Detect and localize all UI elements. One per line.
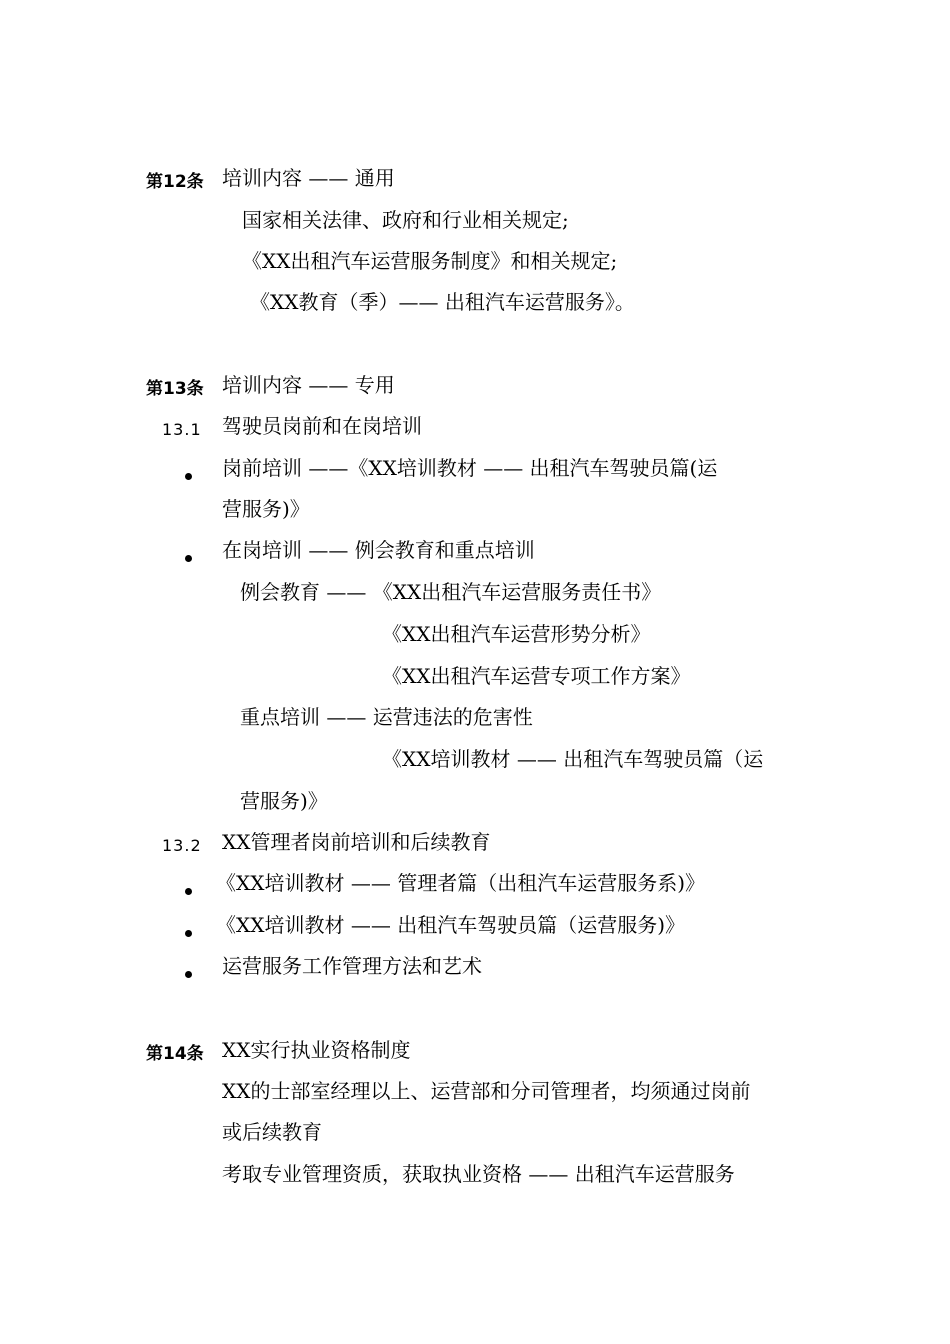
list-item: 《XX培训教材 —— 管理者篇（出租汽车运营服务系)》 xyxy=(216,871,705,895)
sub-item: 《XX出租汽车运营专项工作方案》 xyxy=(382,664,691,688)
section-13-2-title: XX管理者岗前培训和后续教育 xyxy=(222,830,491,854)
list-item: 运营服务工作管理方法和艺术 xyxy=(222,954,482,978)
bullet-icon xyxy=(185,930,192,937)
section-13-1-number: 13.1 xyxy=(162,420,202,439)
article-12-line: 国家相关法律、政府和行业相关规定; xyxy=(242,208,569,232)
bullet-icon xyxy=(185,971,192,978)
list-item: 《XX培训教材 —— 出租汽车驾驶员篇（运营服务)》 xyxy=(216,913,685,937)
bullet-icon xyxy=(185,473,192,480)
bullet-icon xyxy=(185,555,192,562)
bullet-icon xyxy=(185,888,192,895)
sub-item: 例会教育 —— 《XX出租汽车运营服务责任书》 xyxy=(240,580,662,604)
sub-item: 《XX出租汽车运营形势分析》 xyxy=(382,622,651,646)
sub-item: 《XX培训教材 —— 出租汽车驾驶员篇（运 xyxy=(382,747,764,771)
article-14-line: 或后续教育 xyxy=(222,1120,322,1144)
sub-item-continuation: 营服务)》 xyxy=(240,789,328,813)
article-12-line: 《XX教育（季）—— 出租汽车运营服务》。 xyxy=(250,290,635,314)
article-12-heading: 培训内容 —— 通用 xyxy=(222,166,395,190)
article-14-label: 第14条 xyxy=(146,1044,204,1064)
article-13-heading: 培训内容 —— 专用 xyxy=(222,373,395,397)
article-12-label: 第12条 xyxy=(146,172,204,192)
list-item-continuation: 营服务)》 xyxy=(222,497,310,521)
article-14-line: 考取专业管理资质，获取执业资格 —— 出租汽车运营服务 xyxy=(222,1162,735,1186)
sub-item: 重点培训 —— 运营违法的危害性 xyxy=(240,705,533,729)
list-item: 在岗培训 —— 例会教育和重点培训 xyxy=(222,538,535,562)
section-13-1-title: 驾驶员岗前和在岗培训 xyxy=(222,414,422,438)
article-13-label: 第13条 xyxy=(146,379,204,399)
article-14-line: XX的士部室经理以上、运营部和分司管理者，均须通过岗前 xyxy=(222,1079,751,1103)
article-12-line: 《XX出租汽车运营服务制度》和相关规定; xyxy=(242,249,618,273)
list-item: 岗前培训 ——《XX培训教材 —— 出租汽车驾驶员篇(运 xyxy=(222,456,718,480)
section-13-2-number: 13.2 xyxy=(162,836,202,855)
article-14-heading: XX实行执业资格制度 xyxy=(222,1038,411,1062)
